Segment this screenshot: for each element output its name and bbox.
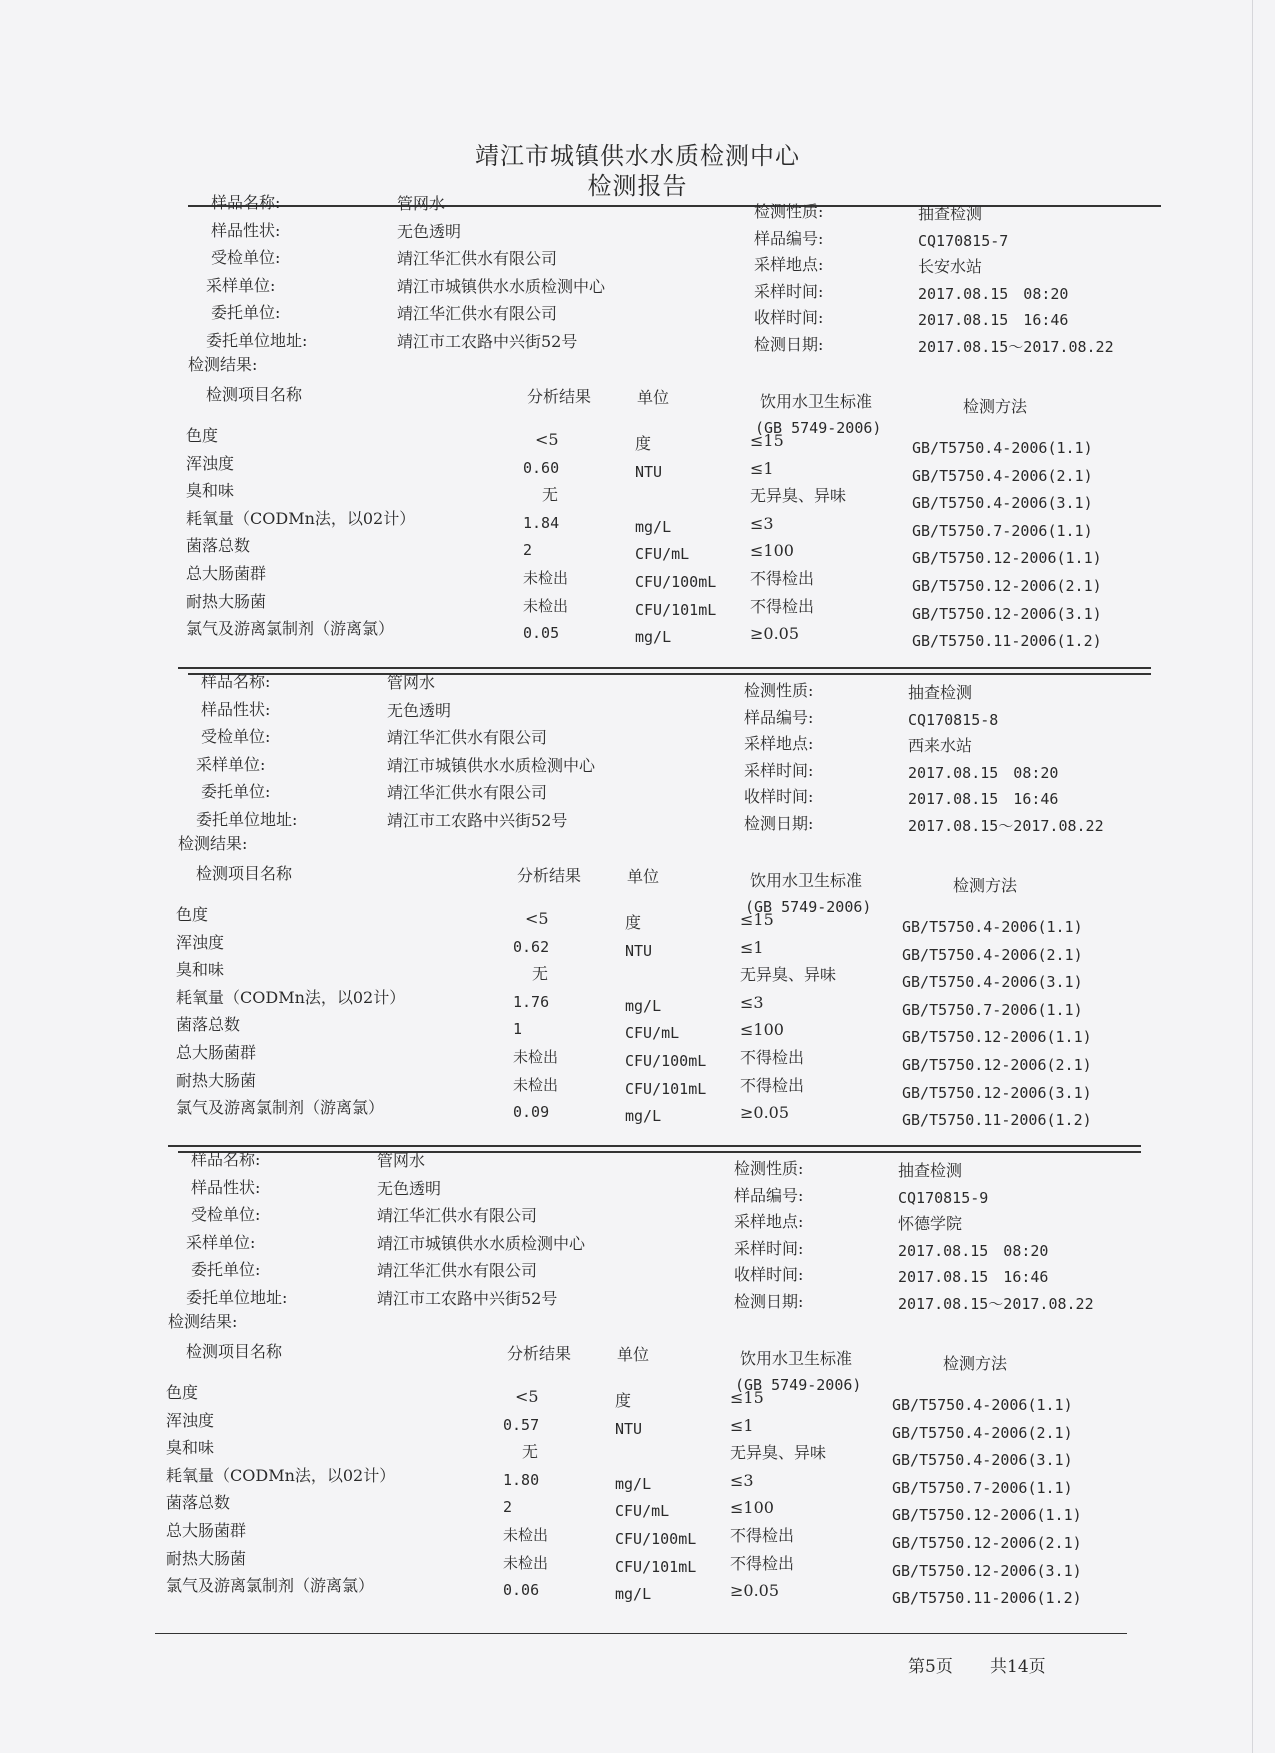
report-title: 检测报告 bbox=[587, 172, 688, 200]
label-sampling-site: 采样地点: bbox=[744, 734, 814, 753]
cell-method: GB/T5750.4-2006(2.1) bbox=[902, 945, 1083, 964]
cell-method: GB/T5750.11-2006(1.2) bbox=[912, 632, 1102, 651]
cell-item: 氯气及游离氯制剂（游离氯） bbox=[166, 1576, 375, 1596]
cell-item: 总大肠菌群 bbox=[176, 1043, 257, 1062]
cell-item: 臭和味 bbox=[166, 1438, 215, 1458]
value-sampling-time: 2017.08.15 08:20 bbox=[908, 763, 1059, 782]
cell-result: 1 bbox=[513, 1020, 523, 1039]
cell-method: GB/T5750.4-2006(3.1) bbox=[902, 973, 1083, 992]
col-header-result: 分析结果 bbox=[527, 387, 592, 406]
value-test-date: 2017.08.15～2017.08.22 bbox=[908, 816, 1104, 835]
cell-standard: ≤3 bbox=[750, 513, 774, 533]
value-sample-name: 管网水 bbox=[377, 1151, 426, 1170]
cell-standard: ≤100 bbox=[730, 1498, 774, 1518]
value-inspected-unit: 靖江华汇供水有限公司 bbox=[397, 249, 558, 268]
cell-result: 0.60 bbox=[523, 458, 560, 477]
label-entrusting-unit: 委托单位: bbox=[201, 782, 271, 801]
value-sample-no: CQ170815-8 bbox=[908, 710, 999, 729]
value-sampling-unit: 靖江市城镇供水水质检测中心 bbox=[397, 276, 606, 296]
label-sampling-time: 采样时间: bbox=[734, 1238, 804, 1258]
col-header-standard-ref: (GB 5749-2006) bbox=[735, 1376, 862, 1394]
value-entrusting-unit: 靖江华汇供水有限公司 bbox=[387, 783, 548, 802]
cell-standard: ≤100 bbox=[750, 541, 794, 561]
value-inspected-unit: 靖江华汇供水有限公司 bbox=[377, 1206, 538, 1225]
cell-unit: NTU bbox=[615, 1419, 643, 1438]
col-header-method: 检测方法 bbox=[963, 397, 1028, 416]
cell-unit: CFU/101mL bbox=[615, 1557, 697, 1576]
value-sampling-unit: 靖江市城镇供水水质检测中心 bbox=[377, 1233, 586, 1253]
col-header-item: 检测项目名称 bbox=[206, 385, 303, 404]
value-receiving-time: 2017.08.15 16:46 bbox=[918, 311, 1069, 329]
cell-item: 菌落总数 bbox=[166, 1493, 231, 1513]
cell-unit: CFU/mL bbox=[635, 545, 690, 564]
cell-standard: ≤1 bbox=[740, 937, 764, 957]
cell-standard: ≥0.05 bbox=[740, 1103, 790, 1123]
cell-method: GB/T5750.12-2006(1.1) bbox=[892, 1506, 1082, 1525]
col-header-method: 检测方法 bbox=[953, 876, 1018, 895]
label-inspected-unit: 受检单位: bbox=[191, 1205, 261, 1224]
section-top-rule-2 bbox=[188, 673, 1151, 675]
value-sampling-site: 西来水站 bbox=[908, 736, 973, 755]
label-sample-name: 样品名称: bbox=[191, 1150, 261, 1169]
cell-method: GB/T5750.7-2006(1.1) bbox=[892, 1478, 1073, 1497]
label-sample-no: 样品编号: bbox=[734, 1185, 804, 1205]
label-entrusting-unit: 委托单位: bbox=[191, 1260, 261, 1279]
results-label: 检测结果: bbox=[178, 834, 248, 853]
cell-standard: ≤1 bbox=[730, 1415, 754, 1435]
cell-method: GB/T5750.12-2006(1.1) bbox=[902, 1028, 1092, 1047]
label-entrusting-address: 委托单位地址: bbox=[186, 1287, 288, 1307]
value-sample-no: CQ170815-9 bbox=[898, 1188, 989, 1207]
col-header-standard: 饮用水卫生标准 bbox=[750, 871, 863, 890]
report-org-title: 靖江市城镇供水水质检测中心 bbox=[475, 142, 800, 170]
cell-item: 氯气及游离氯制剂（游离氯） bbox=[186, 619, 395, 639]
label-sample-name: 样品名称: bbox=[211, 193, 281, 212]
cell-method: GB/T5750.4-2006(3.1) bbox=[912, 494, 1093, 513]
cell-method: GB/T5750.12-2006(3.1) bbox=[892, 1561, 1082, 1580]
cell-item: 总大肠菌群 bbox=[186, 564, 267, 583]
col-header-item: 检测项目名称 bbox=[196, 864, 293, 883]
cell-result: 0.09 bbox=[513, 1103, 550, 1122]
label-inspected-unit: 受检单位: bbox=[201, 727, 271, 746]
col-header-method: 检测方法 bbox=[943, 1354, 1008, 1373]
cell-result: 0.05 bbox=[523, 624, 560, 643]
cell-unit: mg/L bbox=[615, 1474, 652, 1493]
section-top-rule-2 bbox=[178, 1151, 1141, 1153]
label-sample-name: 样品名称: bbox=[201, 672, 271, 691]
cell-standard: 无异臭、异味 bbox=[730, 1443, 827, 1463]
cell-standard: ≤3 bbox=[730, 1470, 754, 1490]
value-test-date: 2017.08.15～2017.08.22 bbox=[898, 1294, 1094, 1313]
cell-standard: 无异臭、异味 bbox=[750, 486, 847, 506]
cell-unit: NTU bbox=[625, 941, 653, 960]
cell-item: 耗氧量（CODMn法，以02计） bbox=[176, 987, 406, 1007]
label-sampling-unit: 采样单位: bbox=[186, 1232, 256, 1252]
value-sampling-time: 2017.08.15 08:20 bbox=[918, 284, 1069, 303]
cell-unit: mg/L bbox=[635, 628, 672, 647]
cell-item: 氯气及游离氯制剂（游离氯） bbox=[176, 1098, 385, 1118]
value-entrusting-unit: 靖江华汇供水有限公司 bbox=[397, 304, 558, 323]
label-sampling-site: 采样地点: bbox=[734, 1212, 804, 1231]
label-receiving-time: 收样时间: bbox=[734, 1265, 804, 1284]
value-inspection-nature: 抽查检测 bbox=[898, 1161, 963, 1180]
label-sample-no: 样品编号: bbox=[744, 707, 814, 727]
col-header-standard-ref: (GB 5749-2006) bbox=[745, 898, 872, 916]
label-sample-property: 样品性状: bbox=[211, 220, 281, 240]
cell-method: GB/T5750.11-2006(1.2) bbox=[902, 1111, 1092, 1130]
cell-unit: mg/L bbox=[625, 996, 662, 1015]
cell-unit: CFU/101mL bbox=[635, 600, 717, 619]
col-header-item: 检测项目名称 bbox=[186, 1342, 283, 1361]
cell-item: 耗氧量（CODMn法，以02计） bbox=[166, 1465, 396, 1485]
page-number: 第5页 bbox=[908, 1657, 953, 1677]
cell-method: GB/T5750.4-2006(1.1) bbox=[892, 1396, 1073, 1414]
page-edge bbox=[1252, 0, 1253, 1753]
cell-item: 菌落总数 bbox=[186, 536, 251, 556]
section-top-rule bbox=[178, 667, 1151, 669]
cell-result: 未检出 bbox=[513, 1075, 559, 1094]
cell-method: GB/T5750.4-2006(1.1) bbox=[912, 439, 1093, 457]
cell-result: 0.62 bbox=[513, 937, 550, 956]
value-entrusting-address: 靖江市工农路中兴街52号 bbox=[397, 331, 578, 351]
value-entrusting-address: 靖江市工农路中兴街52号 bbox=[387, 810, 568, 830]
bottom-rule bbox=[155, 1633, 1127, 1634]
page-total: 共14页 bbox=[990, 1657, 1046, 1677]
cell-item: 总大肠菌群 bbox=[166, 1521, 247, 1540]
label-sampling-unit: 采样单位: bbox=[206, 275, 276, 295]
cell-standard: ≤15 bbox=[750, 431, 784, 450]
cell-item: 色度 bbox=[176, 905, 209, 924]
cell-result: 未检出 bbox=[513, 1048, 559, 1066]
cell-standard: 不得检出 bbox=[740, 1048, 805, 1067]
col-header-standard: 饮用水卫生标准 bbox=[740, 1349, 853, 1368]
cell-item: 耐热大肠菌 bbox=[176, 1070, 257, 1090]
cell-result: 2 bbox=[523, 541, 533, 560]
cell-result: 未检出 bbox=[523, 596, 569, 615]
cell-result: 无 bbox=[532, 964, 549, 984]
value-sample-property: 无色透明 bbox=[387, 700, 452, 720]
cell-method: GB/T5750.4-2006(2.1) bbox=[892, 1423, 1073, 1442]
cell-result: 0.57 bbox=[503, 1415, 540, 1434]
cell-method: GB/T5750.12-2006(2.1) bbox=[902, 1056, 1092, 1074]
cell-method: GB/T5750.11-2006(1.2) bbox=[892, 1589, 1082, 1608]
cell-unit: mg/L bbox=[615, 1585, 652, 1604]
value-sampling-site: 怀德学院 bbox=[898, 1214, 963, 1233]
cell-standard: 不得检出 bbox=[740, 1075, 805, 1095]
cell-method: GB/T5750.12-2006(3.1) bbox=[912, 604, 1102, 623]
cell-item: 浑浊度 bbox=[176, 932, 225, 952]
col-header-standard: 饮用水卫生标准 bbox=[760, 392, 873, 411]
cell-item: 浑浊度 bbox=[186, 453, 235, 473]
label-inspected-unit: 受检单位: bbox=[211, 248, 281, 267]
label-entrusting-unit: 委托单位: bbox=[211, 303, 281, 322]
cell-method: GB/T5750.12-2006(2.1) bbox=[892, 1534, 1082, 1552]
results-label: 检测结果: bbox=[168, 1312, 238, 1331]
cell-unit: CFU/100mL bbox=[615, 1530, 697, 1548]
col-header-result: 分析结果 bbox=[517, 866, 582, 885]
cell-standard: ≤100 bbox=[740, 1020, 784, 1040]
value-sampling-site: 长安水站 bbox=[918, 257, 983, 276]
label-sample-no: 样品编号: bbox=[754, 228, 824, 248]
cell-result: 未检出 bbox=[503, 1526, 549, 1544]
label-sampling-time: 采样时间: bbox=[744, 760, 814, 780]
cell-item: 臭和味 bbox=[186, 481, 235, 501]
label-sample-property: 样品性状: bbox=[191, 1177, 261, 1197]
label-receiving-time: 收样时间: bbox=[754, 308, 824, 327]
cell-standard: 不得检出 bbox=[730, 1553, 795, 1573]
label-entrusting-address: 委托单位地址: bbox=[206, 330, 308, 350]
label-receiving-time: 收样时间: bbox=[744, 787, 814, 806]
value-sample-property: 无色透明 bbox=[377, 1178, 442, 1198]
cell-item: 浑浊度 bbox=[166, 1410, 215, 1430]
cell-result: 2 bbox=[503, 1498, 513, 1517]
value-sample-property: 无色透明 bbox=[397, 221, 462, 241]
label-sample-property: 样品性状: bbox=[201, 699, 271, 719]
cell-standard: ≤3 bbox=[740, 992, 764, 1012]
cell-unit: CFU/101mL bbox=[625, 1079, 707, 1098]
col-header-result: 分析结果 bbox=[507, 1344, 572, 1363]
cell-method: GB/T5750.12-2006(1.1) bbox=[912, 549, 1102, 568]
cell-result: 1.80 bbox=[503, 1470, 540, 1489]
cell-item: 色度 bbox=[166, 1383, 199, 1402]
value-entrusting-address: 靖江市工农路中兴街52号 bbox=[377, 1288, 558, 1308]
cell-standard: ≥0.05 bbox=[730, 1581, 780, 1601]
value-receiving-time: 2017.08.15 16:46 bbox=[898, 1268, 1049, 1286]
value-inspected-unit: 靖江华汇供水有限公司 bbox=[387, 728, 548, 747]
value-sampling-time: 2017.08.15 08:20 bbox=[898, 1241, 1049, 1260]
label-test-date: 检测日期: bbox=[744, 813, 814, 833]
label-sampling-unit: 采样单位: bbox=[196, 754, 266, 774]
cell-method: GB/T5750.4-2006(2.1) bbox=[912, 466, 1093, 485]
col-header-unit: 单位 bbox=[637, 388, 670, 407]
cell-result: 1.76 bbox=[513, 992, 550, 1011]
section-top-rule bbox=[168, 1145, 1141, 1147]
value-inspection-nature: 抽查检测 bbox=[908, 683, 973, 702]
value-sample-no: CQ170815-7 bbox=[918, 231, 1009, 250]
cell-unit: 度 bbox=[635, 434, 652, 453]
value-sample-name: 管网水 bbox=[387, 673, 436, 692]
cell-unit: CFU/mL bbox=[625, 1024, 680, 1043]
cell-standard: ≤15 bbox=[740, 910, 774, 929]
cell-item: 臭和味 bbox=[176, 960, 225, 980]
cell-unit: mg/L bbox=[625, 1107, 662, 1126]
value-inspection-nature: 抽查检测 bbox=[918, 204, 983, 223]
cell-result: <5 bbox=[525, 909, 549, 928]
label-test-date: 检测日期: bbox=[754, 334, 824, 354]
label-inspection-nature: 检测性质: bbox=[754, 202, 824, 221]
cell-method: GB/T5750.12-2006(2.1) bbox=[912, 577, 1102, 595]
cell-result: <5 bbox=[515, 1387, 539, 1406]
cell-standard: ≤1 bbox=[750, 458, 774, 478]
value-sampling-unit: 靖江市城镇供水水质检测中心 bbox=[387, 755, 596, 775]
cell-unit: CFU/100mL bbox=[635, 573, 717, 591]
cell-unit: CFU/mL bbox=[615, 1502, 670, 1521]
value-test-date: 2017.08.15～2017.08.22 bbox=[918, 337, 1114, 356]
col-header-unit: 单位 bbox=[627, 867, 660, 886]
cell-method: GB/T5750.4-2006(3.1) bbox=[892, 1451, 1073, 1470]
cell-unit: mg/L bbox=[635, 517, 672, 536]
section-top-rule bbox=[188, 205, 1161, 207]
cell-standard: 不得检出 bbox=[750, 569, 815, 588]
label-sampling-site: 采样地点: bbox=[754, 255, 824, 274]
cell-method: GB/T5750.7-2006(1.1) bbox=[912, 521, 1093, 540]
cell-result: 0.06 bbox=[503, 1581, 540, 1600]
value-sample-name: 管网水 bbox=[397, 194, 446, 213]
cell-unit: 度 bbox=[615, 1391, 632, 1410]
col-header-unit: 单位 bbox=[617, 1345, 650, 1364]
label-sampling-time: 采样时间: bbox=[754, 281, 824, 301]
label-inspection-nature: 检测性质: bbox=[734, 1159, 804, 1178]
cell-result: 无 bbox=[522, 1442, 539, 1462]
cell-standard: 不得检出 bbox=[750, 596, 815, 616]
label-entrusting-address: 委托单位地址: bbox=[196, 809, 298, 829]
cell-item: 色度 bbox=[186, 426, 219, 445]
cell-standard: ≥0.05 bbox=[750, 624, 800, 644]
cell-item: 耐热大肠菌 bbox=[186, 591, 267, 611]
cell-unit: CFU/100mL bbox=[625, 1052, 707, 1070]
label-inspection-nature: 检测性质: bbox=[744, 681, 814, 700]
cell-unit: 度 bbox=[625, 913, 642, 932]
cell-method: GB/T5750.12-2006(3.1) bbox=[902, 1083, 1092, 1102]
results-label: 检测结果: bbox=[188, 355, 258, 374]
cell-item: 耗氧量（CODMn法，以02计） bbox=[186, 508, 416, 528]
label-test-date: 检测日期: bbox=[734, 1291, 804, 1311]
cell-item: 菌落总数 bbox=[176, 1015, 241, 1035]
cell-method: GB/T5750.4-2006(1.1) bbox=[902, 918, 1083, 936]
cell-method: GB/T5750.7-2006(1.1) bbox=[902, 1000, 1083, 1019]
cell-result: 未检出 bbox=[523, 569, 569, 587]
cell-unit: NTU bbox=[635, 462, 663, 481]
value-receiving-time: 2017.08.15 16:46 bbox=[908, 790, 1059, 808]
value-entrusting-unit: 靖江华汇供水有限公司 bbox=[377, 1261, 538, 1280]
cell-item: 耐热大肠菌 bbox=[166, 1548, 247, 1568]
cell-standard: 无异臭、异味 bbox=[740, 965, 837, 985]
cell-result: 未检出 bbox=[503, 1553, 549, 1572]
col-header-standard-ref: (GB 5749-2006) bbox=[755, 419, 882, 437]
cell-result: 无 bbox=[542, 485, 559, 505]
cell-standard: 不得检出 bbox=[730, 1526, 795, 1545]
cell-result: 1.84 bbox=[523, 513, 560, 532]
cell-result: <5 bbox=[535, 430, 559, 449]
cell-standard: ≤15 bbox=[730, 1388, 764, 1407]
